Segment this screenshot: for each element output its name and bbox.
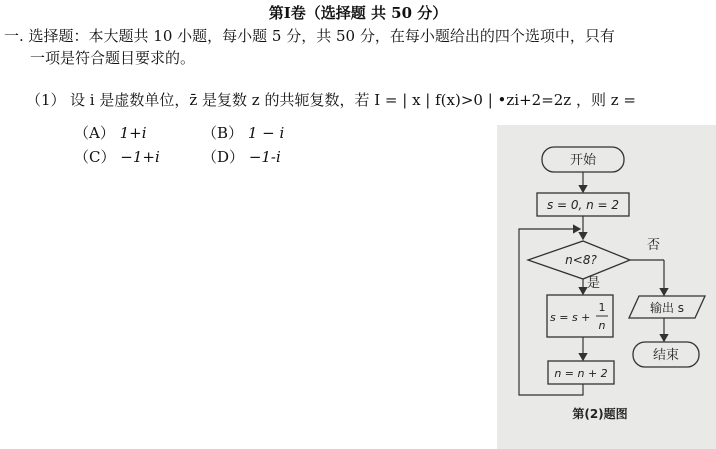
condition-node-label: n<8? [565,253,597,267]
option-b-value: 1 − i [247,124,285,142]
init-node-label: s = 0, n = 2 [546,198,620,212]
no-branch-label: 否 [647,238,661,253]
output-node-label: 输出 s [649,301,685,315]
figure-caption: 第(2)题图 [572,407,628,421]
flowchart-figure [497,125,716,449]
update-n-label: n = n + 2 [554,367,608,380]
fraction-numerator: 1 [598,301,606,314]
option-a-value: 1+i [119,124,147,142]
section-heading-line-2: 一项是符合题目要求的。 [30,49,196,67]
option-b [202,122,284,143]
flowchart-svg [497,125,716,449]
question-number: （1） [26,91,66,109]
option-b-label: （B） [202,124,244,142]
yes-branch-label: 是 [587,276,601,291]
option-d-label: （D） [202,148,245,166]
section-heading-line-1: 一. 选择题：本大题共 10 小题，每小题 5 分，共 50 分，在每小题给出的四个选项中，只有 [4,27,615,45]
option-c-value: −1+i [120,148,160,166]
update-s-label: s = s + [550,311,591,324]
option-d [202,146,281,167]
question-stem: 设 i 是虚数单位，z̄ 是复数 z 的共轭复数，若 I = | x | f(x)>0 | •zi+2=2z ，则 z = [70,91,636,109]
option-c [74,146,160,167]
option-a-label: （A） [74,124,115,142]
fraction-denominator: n [598,319,606,332]
option-a [74,122,147,143]
end-node-label: 结束 [652,348,680,363]
option-c-label: （C） [74,148,116,166]
page-title: 第Ⅰ卷（选择题 共 50 分） [268,4,448,22]
option-d-value: −1-i [248,148,281,166]
start-node-label: 开始 [569,153,597,168]
